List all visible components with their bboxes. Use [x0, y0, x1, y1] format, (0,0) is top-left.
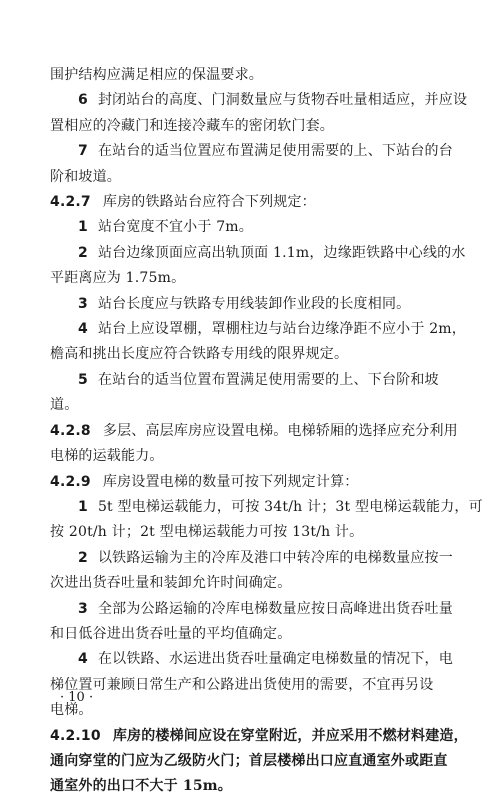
item-number: 7	[78, 143, 88, 160]
line-text: 库房的铁路站台应符合下列规定：	[102, 194, 316, 211]
text-line	[50, 444, 460, 469]
text-line	[50, 520, 460, 545]
line-text: 置相应的冷藏门和连接冷藏车的密闭软门套。	[50, 117, 334, 134]
item-number: 2	[78, 244, 88, 261]
clause-item	[50, 88, 468, 113]
line-text: 站台宽度不宜小于 7m。	[97, 219, 253, 236]
document-page	[50, 63, 483, 800]
line-text: 通向穿堂的门应为乙级防火门；首层楼梯出口应直通室外或距直	[50, 752, 448, 769]
line-text: 电梯的运载能力。	[50, 448, 164, 465]
clause-item	[50, 368, 460, 393]
line-text: 在站台的适当位置布置满足使用需要的上、下台阶和坡	[97, 371, 439, 388]
text-line	[50, 622, 460, 647]
line-text: 库房设置电梯的数量可按下列规定计算：	[102, 473, 359, 490]
item-number: 5	[78, 371, 88, 388]
line-text: 库房的楼梯间应设在穿堂附近，并应采用不燃材料建造，	[112, 727, 468, 744]
line-text: 围护结构应满足相应的保温要求。	[50, 67, 263, 83]
line-text: 站台上应设罩棚，罩棚柱边与站台边缘净距不应小于 2m，	[97, 321, 466, 338]
line-text: 按 20t/h 计；2t 型电梯运载能力可按 13t/h 计。	[50, 524, 364, 541]
text-line	[50, 165, 460, 190]
line-text: 梯位置可兼顾日常生产和公路进出货使用的需要，不宜再另设	[50, 676, 434, 693]
line-text: 电梯。	[50, 702, 93, 719]
clause-item	[50, 546, 460, 571]
section-number: 4.2.7	[50, 194, 91, 211]
text-line	[50, 393, 460, 418]
clause-item	[50, 215, 460, 240]
line-text: 通室外的出口不大于 15m。	[50, 778, 232, 795]
clause-item	[50, 317, 466, 342]
text-line	[50, 698, 460, 723]
section-heading	[50, 190, 460, 215]
line-text: 平距离应为 1.75m。	[50, 270, 186, 287]
line-text: 檐高和挑出长度应符合铁路专用线的限界规定。	[50, 346, 349, 363]
line-text: 多层、高层库房应设置电梯。电梯轿厢的选择应充分利用	[102, 422, 458, 439]
text-line	[50, 114, 460, 139]
page-number: · 10 ·	[60, 690, 94, 705]
item-number: 2	[78, 549, 88, 566]
item-number: 1	[78, 498, 88, 515]
item-number: 3	[78, 295, 88, 312]
line-text: 在以铁路、水运进出货吞吐量确定电梯数量的情况下，电	[97, 651, 453, 668]
line-text: 站台长度应与铁路专用线装卸作业段的长度相同。	[97, 295, 411, 312]
clause-item	[50, 597, 460, 622]
line-text: 和日低谷进出货吞吐量的平均值确定。	[50, 625, 292, 642]
item-number: 4	[78, 651, 88, 668]
clause-item	[50, 647, 460, 672]
text-line	[50, 63, 460, 88]
item-number: 4	[78, 321, 88, 338]
line-text: 阶和坡道。	[50, 168, 121, 185]
item-number: 3	[78, 600, 88, 617]
text-line	[50, 266, 460, 291]
line-text: 在站台的适当位置应布置满足使用需要的上、下站台的台	[97, 143, 453, 160]
line-text: 封闭站台的高度、门洞数量应与货物吞吐量相适应，并应设	[97, 92, 468, 109]
text-line	[50, 342, 460, 367]
line-text: 以铁路运输为主的冷库及港口中转冷库的电梯数量应按一	[97, 549, 453, 566]
section-heading-bold	[50, 724, 468, 749]
text-line-bold	[50, 749, 460, 774]
text-line	[50, 571, 460, 596]
section-number: 4.2.9	[50, 473, 91, 490]
line-text: 道。	[50, 397, 79, 414]
section-heading	[50, 470, 460, 495]
section-heading	[50, 419, 460, 444]
clause-item	[50, 292, 460, 317]
text-line-bold	[50, 774, 460, 799]
line-text: 全部为公路运输的冷库电梯数量应按日高峰进出货吞吐量	[97, 600, 453, 617]
clause-item	[50, 241, 466, 266]
item-number: 1	[78, 219, 88, 236]
item-number: 6	[78, 92, 88, 109]
section-number: 4.2.10	[50, 727, 101, 744]
section-number: 4.2.8	[50, 422, 91, 439]
clause-item	[50, 495, 483, 520]
clause-item	[50, 139, 460, 164]
line-text: 5t 型电梯运载能力，可按 34t/h 计；3t 型电梯运载能力，可	[97, 498, 483, 515]
line-text: 站台边缘顶面应高出轨顶面 1.1m，边缘距铁路中心线的水	[97, 244, 466, 261]
text-line	[50, 673, 460, 698]
line-text: 次进出货吞吐量和装卸允许时间确定。	[50, 575, 292, 592]
